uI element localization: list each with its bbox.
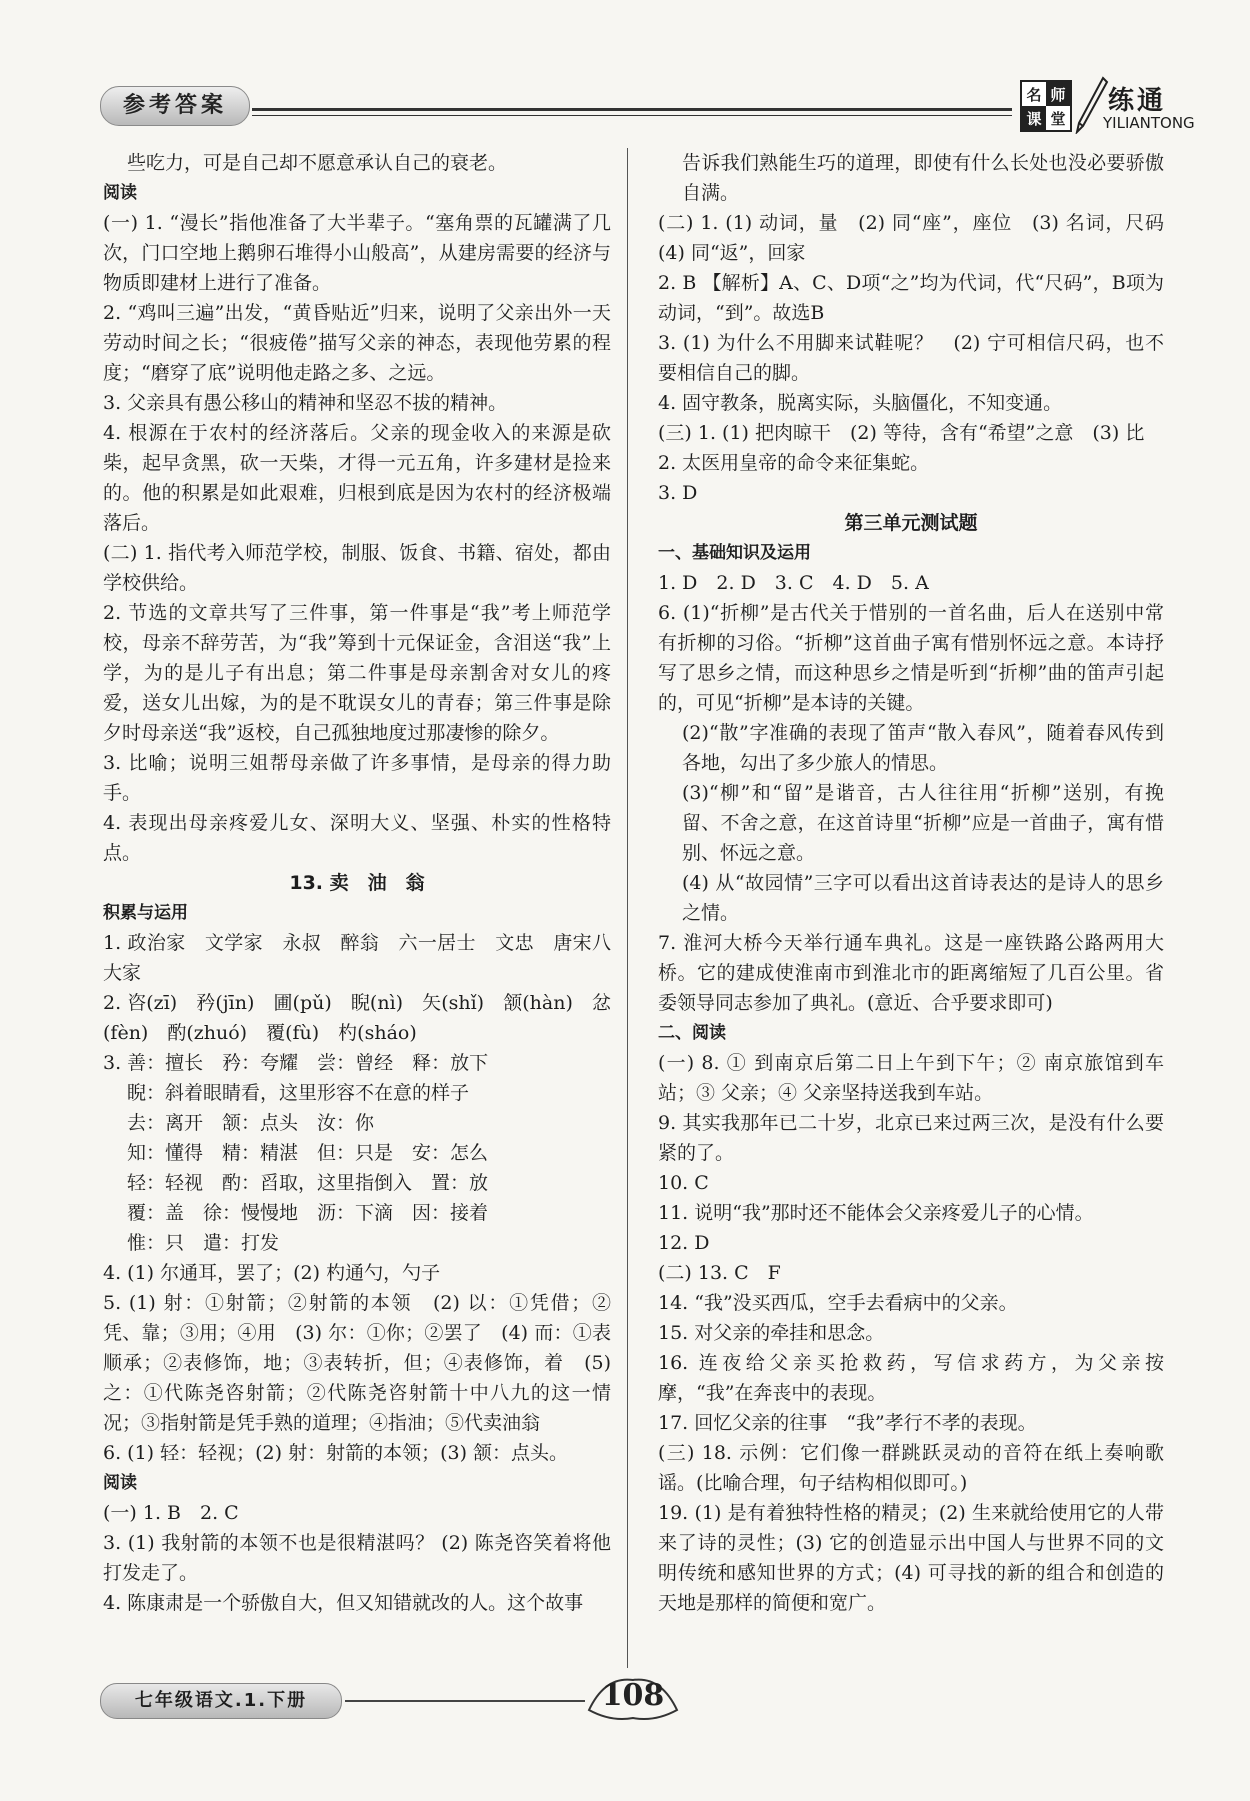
answer-paragraph: (2)“散”字准确的表现了笛声“散入春风”，随着春风传到各地，勾出了多少旅人的情思。 bbox=[682, 722, 1164, 774]
answer-paragraph: 17. 回忆父亲的往事 “我”孝行不孝的表现。 bbox=[658, 1412, 1037, 1434]
answer-paragraph: 3. (1) 为什么不用脚来试鞋呢？ (2) 宁可相信尺码，也不要相信自己的脚。 bbox=[658, 332, 1164, 384]
answer-paragraph: 覆：盖 徐：慢慢地 沥：下滴 因：接着 bbox=[127, 1202, 489, 1224]
left-column bbox=[103, 148, 611, 1618]
column-divider bbox=[627, 148, 628, 1668]
answer-paragraph: 15. 对父亲的牵挂和思念。 bbox=[658, 1322, 885, 1344]
answer-paragraph: (三) 1. (1) 把肉晾干 (2) 等待，含有“希望”之意 (3) 比 bbox=[658, 422, 1145, 444]
answer-paragraph: 1. 政治家 文学家 永叔 醉翁 六一居士 文忠 唐宋八大家 bbox=[103, 932, 611, 984]
answer-paragraph: (二) 1. 指代考入师范学校，制服、饭食、书籍、宿处，都由学校供给。 bbox=[103, 542, 611, 594]
page-number: 108 bbox=[601, 1678, 665, 1713]
answer-paragraph: 4. 表现出母亲疼爱儿女、深明大义、坚强、朴实的性格特点。 bbox=[103, 812, 611, 864]
logo-cell-3: 课 bbox=[1022, 106, 1046, 130]
answer-paragraph: 3. (1) 我射箭的本领不也是很精湛吗？ (2) 陈尧咨笑着将他打发走了。 bbox=[103, 1532, 611, 1584]
answer-paragraph: 10. C bbox=[658, 1172, 709, 1194]
answer-paragraph: 2. “鸡叫三遍”出发，“黄昏贴近”归来，说明了父亲出外一天劳动时间之长；“很疲倦”描写父亲的神态，表现他劳累的程度；“磨穿了底”说明他走路之多、之远。 bbox=[103, 302, 611, 384]
answer-paragraph: (4) 从“故园情”三字可以看出这首诗表达的是诗人的思乡之情。 bbox=[682, 872, 1164, 924]
logo-cell-2: 师 bbox=[1046, 82, 1070, 106]
answer-paragraph: 些吃力，可是自己却不愿意承认自己的衰老。 bbox=[127, 152, 508, 174]
section-heading: 13. 卖 油 翁 bbox=[289, 872, 425, 894]
answer-paragraph: 4. 根源在于农村的经济落后。父亲的现金收入的来源是砍柴，起早贪黑，砍一天柴，才得一元五角，许多建材是捡来的。他的积累是如此艰难，归根到底是因为农村的经济极端落后。 bbox=[103, 422, 611, 534]
answer-paragraph: 轻：轻视 酌：舀取，这里指倒入 置：放 bbox=[127, 1172, 489, 1194]
answer-paragraph: 5. (1) 射：①射箭；②射箭的本领 (2) 以：①凭借；②凭、靠；③用；④用 (3) 尔：①你；②罢了 (4) 而：①表顺承；②表修饰，地；③表转折，但；④表修饰，着 (5) 之：①代陈尧咨射箭；②代陈尧咨射箭十中八九的这一情况；③指射箭是凭手熟的道理；④指油；⑤代卖油翁 bbox=[103, 1292, 611, 1434]
answer-paragraph: 睨：斜着眼睛看，这里形容不在意的样子 bbox=[127, 1082, 470, 1104]
answer-paragraph: (一) 1. “漫长”指他准备了大半辈子。“塞角票的瓦罐满了几次，门口空地上鹅卵石堆得小山般高”，从建房需要的经济与物质即建材上进行了准备。 bbox=[103, 212, 611, 294]
answer-paragraph: 4. (1) 尔通耳，罢了；(2) 杓通勺，勺子 bbox=[103, 1262, 441, 1284]
subsection-label: 二、阅读 bbox=[658, 1023, 726, 1043]
answer-paragraph: 告诉我们熟能生巧的道理，即使有什么长处也没必要骄傲自满。 bbox=[682, 152, 1164, 204]
answer-paragraph: 3. D bbox=[658, 482, 698, 504]
answer-paragraph: 3. 比喻；说明三姐帮母亲做了许多事情，是母亲的得力助手。 bbox=[103, 752, 611, 804]
logo-cell-1: 名 bbox=[1026, 85, 1042, 104]
answer-paragraph: 知：懂得 精：精湛 但：只是 安：怎么 bbox=[127, 1142, 489, 1164]
grade-label: 七年级语文.1.下册 bbox=[100, 1683, 342, 1719]
header-rule bbox=[252, 108, 1012, 111]
answer-paragraph: 2. B 【解析】A、C、D项“之”均为代词，代“尺码”，B项为动词，“到”。故选B bbox=[658, 272, 1164, 324]
answer-paragraph: 11. 说明“我”那时还不能体会父亲疼爱儿子的心情。 bbox=[658, 1202, 1094, 1224]
answer-paragraph: 4. 固守教条，脱离实际，头脑僵化，不知变通。 bbox=[658, 392, 1063, 414]
brand-name: 练通 bbox=[1108, 86, 1167, 116]
answer-paragraph: (二) 1. (1) 动词，量 (2) 同“座”，座位 (3) 名词，尺码 (4) 同“返”，回家 bbox=[658, 212, 1184, 264]
subsection-label: 一、基础知识及运用 bbox=[658, 543, 811, 563]
right-column bbox=[658, 148, 1184, 1618]
answer-paragraph: 16. 连夜给父亲买抢救药，写信求药方，为父亲按摩，“我”在奔丧中的表现。 bbox=[658, 1352, 1164, 1404]
answer-badge: 参考答案 bbox=[100, 86, 250, 126]
answer-paragraph: (3)“柳”和“留”是谐音，古人往往用“折柳”送别，有挽留、不舍之意，在这首诗里“折柳”应是一首曲子，寓有惜别、怀远之意。 bbox=[682, 782, 1164, 864]
answer-paragraph: 1. D 2. D 3. C 4. D 5. A bbox=[658, 572, 929, 594]
footer-rule bbox=[345, 1700, 585, 1702]
subsection-label: 阅读 bbox=[103, 1473, 137, 1493]
answer-paragraph: 4. 陈康肃是一个骄傲自大，但又知错就改的人。这个故事 bbox=[103, 1592, 584, 1614]
answer-paragraph: 6. (1) 轻：轻视；(2) 射：射箭的本领；(3) 颔：点头。 bbox=[103, 1442, 569, 1464]
answer-paragraph: 2. 太医用皇帝的命令来征集蛇。 bbox=[658, 452, 930, 474]
answer-paragraph: 12. D bbox=[658, 1232, 710, 1254]
answer-paragraph: (二) 13. C F bbox=[658, 1262, 781, 1284]
answer-paragraph: (三) 18. 示例：它们像一群跳跃灵动的音符在纸上奏响歌谣。(比喻合理，句子结构相似即可。) bbox=[658, 1442, 1164, 1494]
section-heading: 第三单元测试题 bbox=[844, 512, 978, 534]
answer-paragraph: 去：离开 颔：点头 汝：你 bbox=[127, 1112, 375, 1134]
answer-paragraph: 3. 善：擅长 矜：夸耀 尝：曾经 释：放下 bbox=[103, 1052, 489, 1074]
answer-paragraph: 9. 其实我那年已二十岁，北京已来过两三次，是没有什么要紧的了。 bbox=[658, 1112, 1164, 1164]
answer-paragraph: (一) 1. B 2. C bbox=[103, 1502, 239, 1524]
answer-paragraph: 14. “我”没买西瓜，空手去看病中的父亲。 bbox=[658, 1292, 1018, 1314]
answer-paragraph: 3. 父亲具有愚公移山的精神和坚忍不拔的精神。 bbox=[103, 392, 508, 414]
answer-paragraph: 2. 咨(zī) 矜(jīn) 圃(pǔ) 睨(nì) 矢(shǐ) 颔(hàn) 忿(fèn) 酌(zhuó) 覆(fù) 杓(sháo) bbox=[103, 992, 611, 1044]
answer-paragraph: (一) 8. ① 到南京后第二日上午到下午；② 南京旅馆到车站；③ 父亲；④ 父亲坚持送我到车站。 bbox=[658, 1052, 1164, 1104]
brand-logo bbox=[1020, 80, 1072, 132]
subsection-label: 积累与运用 bbox=[103, 903, 188, 923]
brand-name-latin: YILIANTONG bbox=[1103, 114, 1195, 132]
answer-paragraph: 6. (1)“折柳”是古代关于惜别的一首名曲，后人在送别中常有折柳的习俗。“折柳”这首曲子寓有惜别怀远之意。本诗抒写了思乡之情，而这种思乡之情是听到“折柳”曲的笛声引起的，可见“折柳”是本诗的关键。 bbox=[658, 602, 1164, 714]
answer-paragraph: 惟：只 遣：打发 bbox=[127, 1232, 280, 1254]
subsection-label: 阅读 bbox=[103, 183, 137, 203]
header-rule-thin bbox=[252, 115, 1012, 116]
page-header bbox=[100, 78, 1195, 148]
logo-cell-4: 堂 bbox=[1050, 109, 1066, 128]
answer-paragraph: 7. 淮河大桥今天举行通车典礼。这是一座铁路公路两用大桥。它的建成使淮南市到淮北市的距离缩短了几百公里。省委领导同志参加了典礼。(意近、合乎要求即可) bbox=[658, 932, 1164, 1014]
answer-paragraph: 2. 节选的文章共写了三件事，第一件事是“我”考上师范学校，母亲不辞劳苦，为“我”筹到十元保证金，含泪送“我”上学，为的是儿子有出息；第二件事是母亲割舍对女儿的疼爱，送女儿出嫁，为的是不耽误女儿的青春；第三件事是除夕时母亲送“我”返校，自己孤独地度过那凄惨的除夕。 bbox=[103, 602, 611, 744]
answer-paragraph: 19. (1) 是有着独特性格的精灵；(2) 生来就给使用它的人带来了诗的灵性；(3) 它的创造显示出中国人与世界不同的文明传统和感知世界的方式；(4) 可寻找的新的组合和创造的天地是那样的简便和宽广。 bbox=[658, 1502, 1164, 1614]
